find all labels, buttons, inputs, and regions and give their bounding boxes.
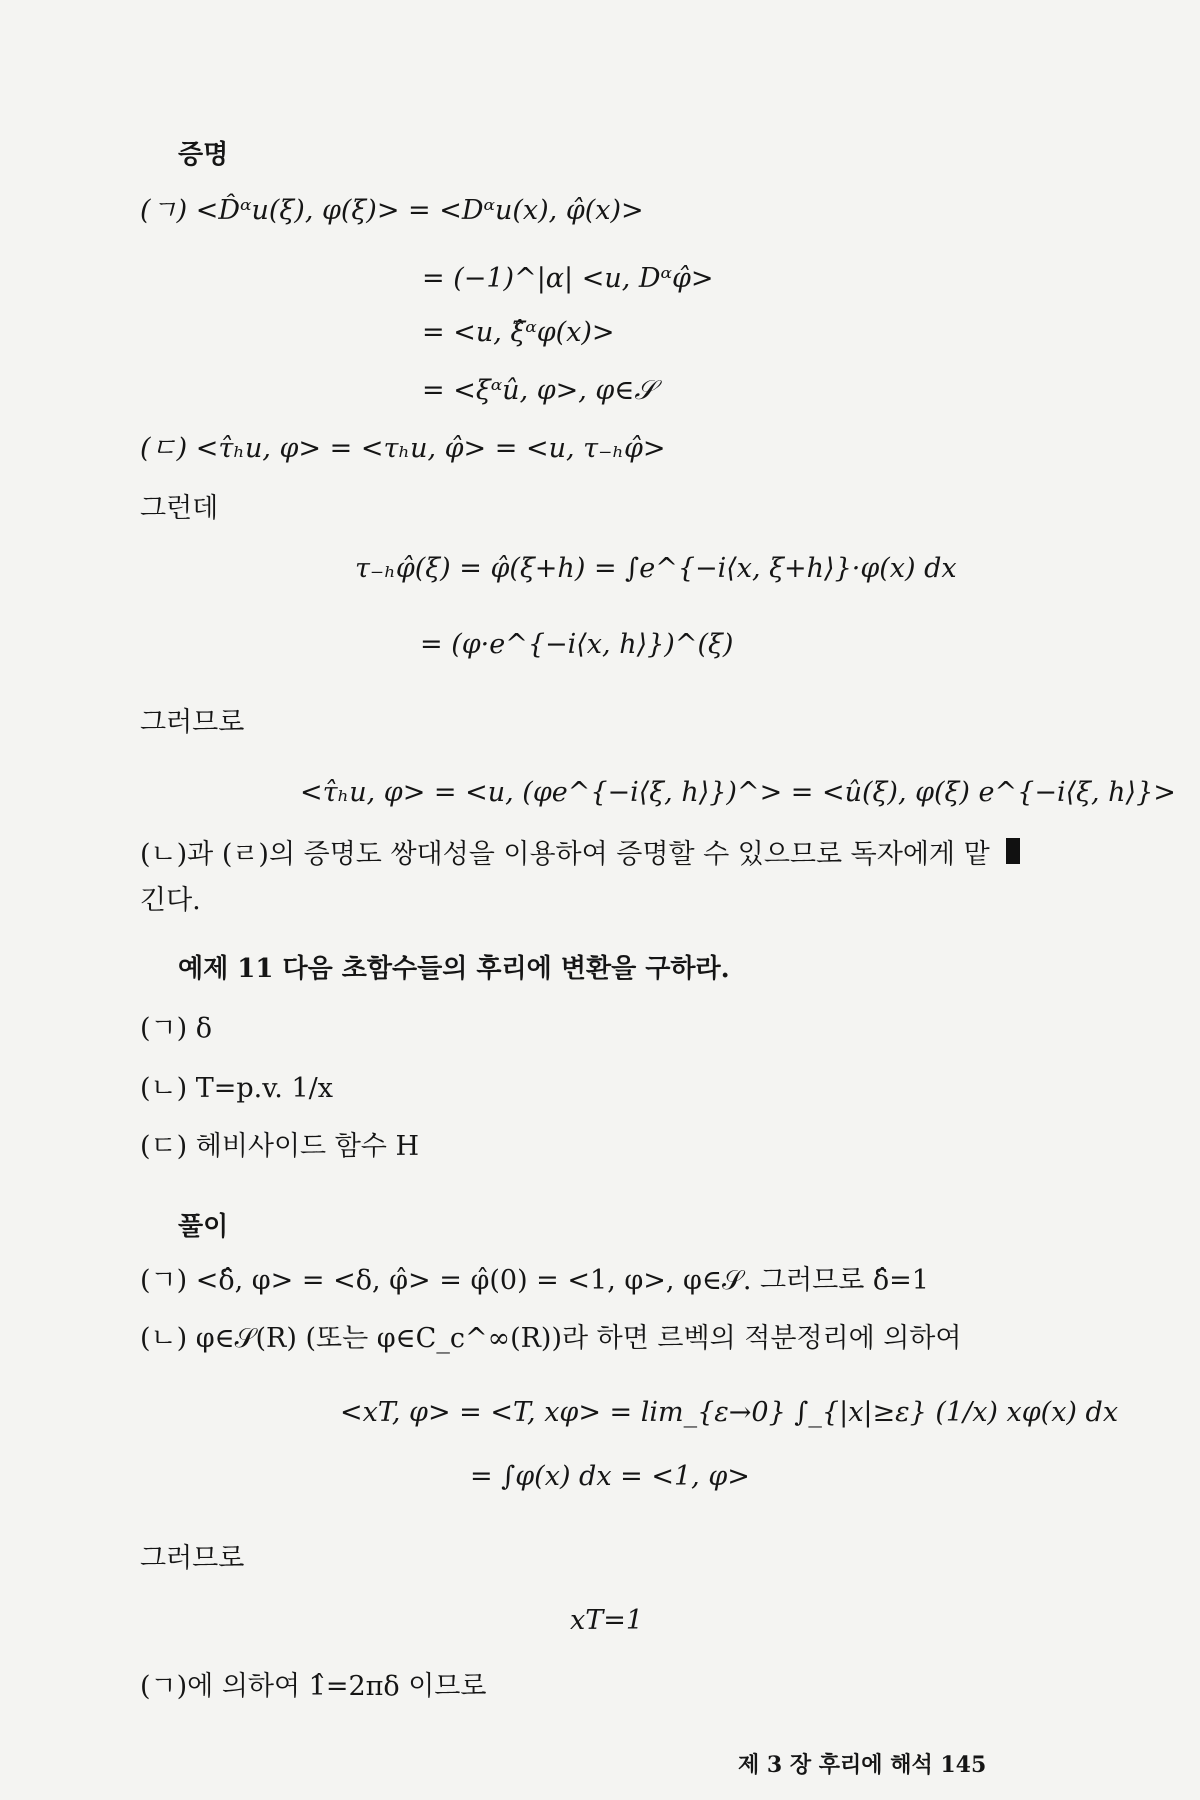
example-heading: 예제 11 다음 초함수들의 후리에 변환을 구하라. [178,954,730,984]
equation-c: (ㄷ) <τ̂ₕu, φ> = <τₕu, φ̂> = <u, τ₋ₕφ̂> [140,433,666,464]
example-item-c: (ㄷ) 헤비사이드 함수 H [140,1131,420,1162]
remark-line-1: (ㄴ)과 (ㄹ)의 증명도 쌍대성을 이용하여 증명할 수 있으므로 독자에게 맡 [140,839,990,870]
equation-g: xT=1 [570,1605,644,1636]
example-item-a: (ㄱ) δ [140,1013,212,1044]
equation-f-line1: <xT, φ> = <T, xφ> = lim_{ε→0} ∫_{|x|≥ε} (1/x) xφ(x) dx [340,1397,1119,1428]
therefore-label-1: 그러므로 [140,707,245,738]
equation-a-line4: = <ξᵅû, φ>, φ∈𝒮 [422,375,656,406]
solution-line-b: (ㄴ) φ∈𝒮(R) (또는 φ∈C_c^∞(R))라 하면 르벡의 적분정리에 의하여 [140,1323,962,1354]
equation-a-line3: = <u, ξ̂ᵅφ(x)> [422,317,615,348]
example-item-b: (ㄴ) T=p.v. 1/x [140,1073,333,1104]
therefore-label-2: 그러므로 [140,1543,245,1574]
equation-d-line1: τ₋ₕφ̂(ξ) = φ̂(ξ+h) = ∫e^{−i⟨x, ξ+h⟩}·φ(x) dx [355,553,957,584]
equation-f-line2: = ∫φ(x) dx = <1, φ> [470,1461,750,1492]
equation-a-line2: = (−1)^|α| <u, Dᵅφ̂> [422,263,714,294]
remark-line-2: 긴다. [140,885,201,916]
proof-heading: 증명 [178,140,229,170]
solution-heading: 풀이 [178,1212,229,1242]
page-footer: 제 3 장 후리에 해석 145 [738,1752,987,1778]
qed-mark [1006,838,1020,864]
solution-line-a: (ㄱ) <δ̂, φ> = <δ, φ̂> = φ̂(0) = <1, φ>, φ∈𝒮. 그러므로 δ̂=1 [140,1265,929,1296]
equation-d-line2: = (φ·e^{−i⟨x, h⟩})^(ξ) [420,629,734,660]
but-label: 그런데 [140,493,219,524]
final-line: (ㄱ)에 의하여 1̂=2πδ 이므로 [140,1671,487,1702]
equation-a-line1: (ㄱ) <D̂ᵅu(ξ), φ(ξ)> = <Dᵅu(x), φ̂(x)> [140,195,644,226]
equation-e: <τ̂ₕu, φ> = <u, (φe^{−i⟨ξ, h⟩})^> = <û(ξ), φ(ξ) e^{−i⟨ξ, h⟩}> [300,777,1176,808]
